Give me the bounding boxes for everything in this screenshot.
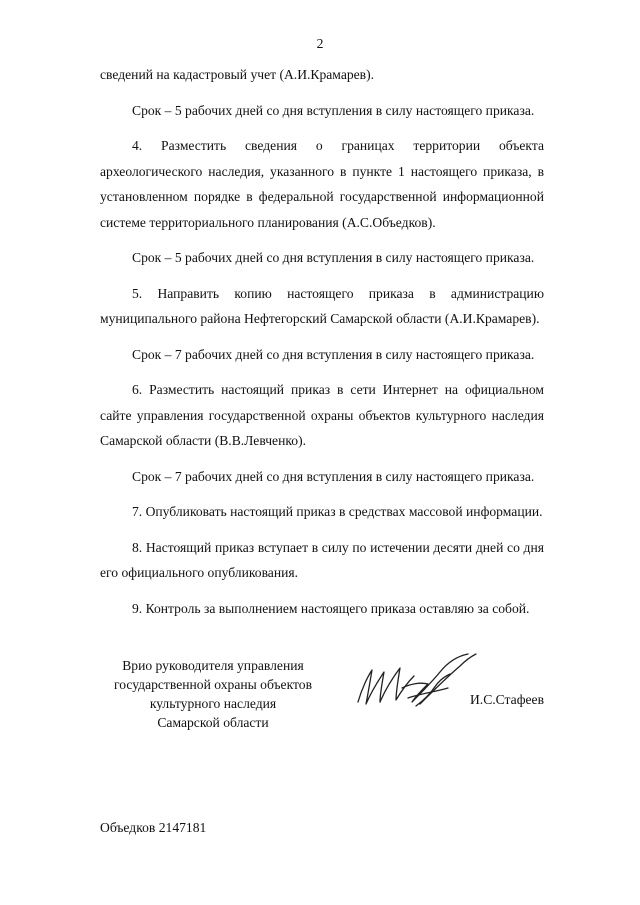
signature-block <box>100 656 544 736</box>
signatory-name: И.С.Стафеев <box>469 692 544 707</box>
executor-note: Объедков 2147181 <box>100 820 207 835</box>
paragraph-item-6: 6. Разместить настоящий приказ в сети Интернет на официальном сайте управления государственной охраны объектов культурного наследия Самарской области (В.В.Левченко). <box>100 382 544 448</box>
position-line: государственной охраны объектов <box>113 677 312 692</box>
signatory-position <box>108 656 318 732</box>
deadline-paragraph: Срок – 7 рабочих дней со дня вступления в силу настоящего приказа. <box>132 468 535 484</box>
paragraph-item-5: 5. Направить копию настоящего приказа в администрацию муниципального района Нефтегорский Самарской области (А.И.Крамарев). <box>100 285 544 326</box>
position-line: Врио руководителя управления <box>122 658 304 673</box>
paragraph-item-4: 4. Разместить сведения о границах территории объекта археологического наследия, указанного в пункте 1 настоящего приказа, в установленном порядке в федеральной государственной информационной системе территориального планирования (А.С.Объедков). <box>100 138 544 230</box>
handwritten-signature <box>350 648 480 718</box>
page-number: 2 <box>316 36 324 51</box>
paragraph-item-7: 7. Опубликовать настоящий приказ в средствах массовой информации. <box>132 504 543 519</box>
document-body <box>100 62 544 631</box>
position-line: Самарской области <box>157 715 269 730</box>
deadline-paragraph: Срок – 7 рабочих дней со дня вступления в силу настоящего приказа. <box>132 346 535 362</box>
deadline-paragraph: Срок – 5 рабочих дней со дня вступления в силу настоящего приказа. <box>132 250 535 265</box>
paragraph: сведений на кадастровый учет (А.И.Крамарев). <box>100 67 375 82</box>
deadline-paragraph: Срок – 5 рабочих дней со дня вступления в силу настоящего приказа. <box>132 102 535 118</box>
paragraph-item-8: 8. Настоящий приказ вступает в силу по истечении десяти дней со дня его официального опубликования. <box>100 539 544 580</box>
position-line: культурного наследия <box>149 696 277 711</box>
paragraph-item-9: 9. Контроль за выполнением настоящего приказа оставляю за собой. <box>132 600 530 616</box>
